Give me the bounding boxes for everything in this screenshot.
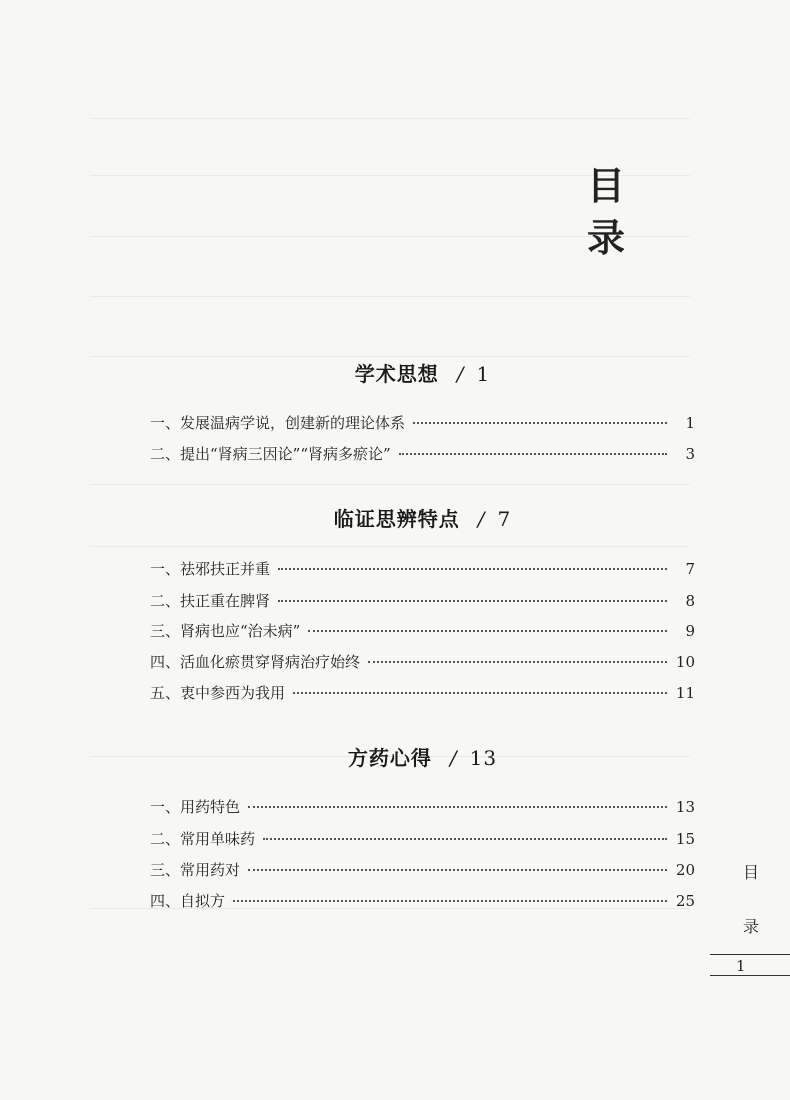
section-heading-page: 1 [476, 362, 491, 386]
leader-dots [293, 692, 667, 694]
section-heading-text: 方药心得 [347, 746, 432, 770]
leader-dots [248, 806, 667, 808]
leader-dots [263, 838, 667, 840]
page-title [584, 160, 628, 264]
toc-entry-page: 20 [675, 861, 695, 879]
toc-entry[interactable] [150, 828, 695, 850]
toc-entry-page: 13 [675, 798, 695, 816]
toc-entry-label: 三、肾病也应“治未病” [150, 622, 301, 640]
toc-entry[interactable] [150, 412, 695, 434]
toc-entry[interactable] [150, 590, 695, 612]
toc-entry-label: 二、常用单味药 [150, 830, 256, 848]
bleed-through-line [90, 356, 690, 357]
toc-entry-label: 一、用药特色 [150, 798, 241, 816]
section-heading-page: 13 [469, 746, 498, 770]
page-title-char: 目 [586, 163, 625, 208]
toc-entry[interactable] [150, 620, 695, 642]
bleed-through-line [90, 296, 690, 297]
leader-dots [233, 900, 667, 902]
toc-entry-label: 一、发展温病学说，创建新的理论体系 [150, 414, 406, 432]
leader-dots [248, 869, 667, 871]
toc-entry-label: 二、提出“肾病三因论”“肾病多瘀论” [150, 445, 391, 463]
section-heading [150, 742, 695, 771]
toc-entry-page: 7 [685, 560, 695, 578]
leader-dots [278, 568, 667, 570]
leader-dots [278, 600, 667, 602]
toc-entry-page: 3 [685, 445, 695, 463]
toc-entry[interactable] [150, 859, 695, 881]
side-chapter-tab [712, 846, 790, 954]
bleed-through-line [90, 546, 690, 547]
toc-entry[interactable] [150, 443, 695, 465]
toc-entry-label: 五、衷中参西为我用 [150, 684, 286, 702]
toc-entry[interactable] [150, 890, 695, 912]
section-heading-separator: / [449, 746, 458, 770]
toc-entry[interactable] [150, 651, 695, 673]
bleed-through-line [90, 118, 690, 119]
toc-entry[interactable] [150, 682, 695, 704]
section-heading [150, 358, 695, 387]
toc-entry-label: 一、祛邪扶正并重 [150, 560, 271, 578]
leader-dots [368, 661, 667, 663]
toc-entry-page: 11 [675, 684, 695, 702]
toc-entry-label: 四、活血化瘀贯穿肾病治疗始终 [150, 653, 361, 671]
leader-dots [308, 630, 667, 632]
toc-entry-label: 二、扶正重在脾肾 [150, 592, 271, 610]
section-heading-text: 临证思辨特点 [333, 507, 460, 531]
toc-entry-label: 四、自拟方 [150, 892, 226, 910]
toc-entry-page: 1 [685, 414, 695, 432]
toc-entry-page: 15 [675, 830, 695, 848]
side-tab-char: 目 [742, 863, 759, 882]
toc-entry-page: 10 [675, 653, 695, 671]
section-heading-separator: / [456, 362, 465, 386]
toc-entry-page: 8 [685, 592, 695, 610]
page-number: 1 [710, 954, 790, 976]
toc-entry[interactable] [150, 558, 695, 580]
section-heading [150, 503, 695, 532]
page-title-char: 录 [586, 215, 625, 260]
leader-dots [413, 422, 667, 424]
section-heading-page: 7 [497, 507, 512, 531]
section-heading-text: 学术思想 [354, 362, 439, 386]
toc-entry[interactable] [150, 796, 695, 818]
toc-entry-page: 9 [685, 622, 695, 640]
section-heading-separator: / [477, 507, 486, 531]
leader-dots [399, 453, 667, 455]
bleed-through-line [90, 484, 690, 485]
toc-entry-page: 25 [675, 892, 695, 910]
toc-entry-label: 三、常用药对 [150, 861, 241, 879]
side-tab-char: 录 [742, 917, 759, 936]
